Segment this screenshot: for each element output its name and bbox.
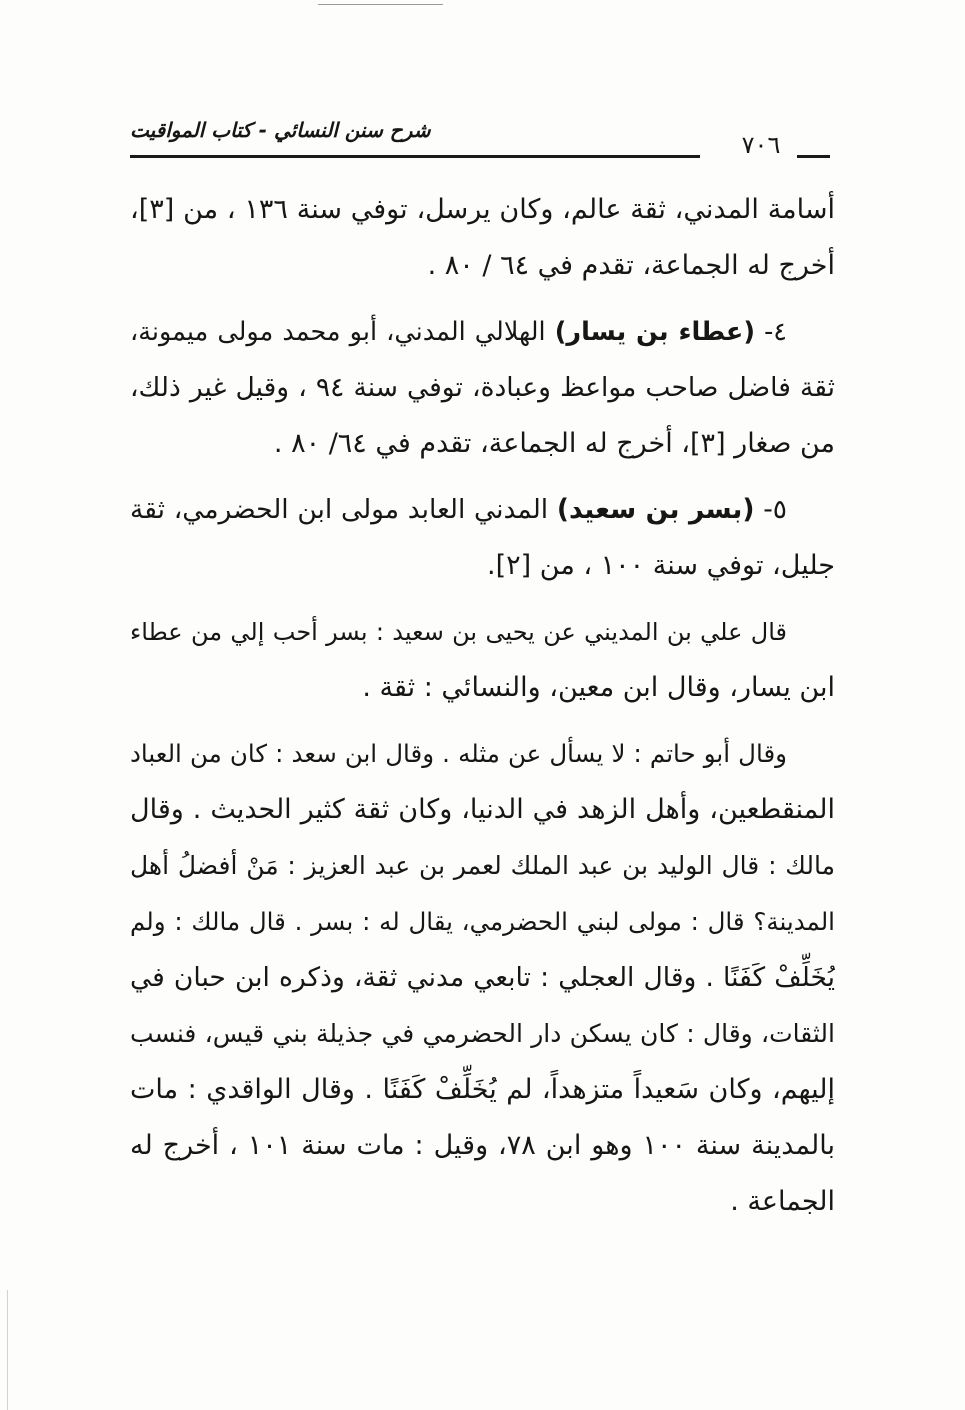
narrator-name: (بسر بن سعيد) (556, 494, 755, 525)
text-line: أسامة المدني، ثقة عالم، وكان يرسل، توفي سنة ١٣٦ ، من [٣]، (130, 194, 835, 225)
scan-edge-line (7, 1290, 8, 1410)
text-line: جليل، توفي سنة ١٠٠ ، من [٢]. (487, 550, 835, 581)
entry-number: ٤- (754, 317, 787, 347)
text-line: الجماعة . (730, 1186, 835, 1217)
line-text: الهلالي المدني، أبو محمد مولى ميمونة، (130, 317, 555, 347)
page-body (130, 182, 835, 1230)
entry-number: ٥- (754, 494, 787, 525)
header-rule (130, 155, 700, 158)
page-number: ٧٠٦ (741, 131, 781, 159)
text-line: من صغار [٣]، أخرج له الجماعة، تقدم في ٦٤/ ٨٠ . (273, 428, 835, 459)
text-line (130, 304, 835, 360)
text-line: المنقطعين، وأهل الزهد في الدنيا، وكان ثقة كثير الحديث . وقال (130, 794, 835, 825)
text-line: ابن يسار، وقال ابن معين، والنسائي : ثقة . (362, 672, 835, 703)
text-line: قال علي بن المديني عن يحيى بن سعيد : بسر أحب إلي من عطاء (130, 618, 787, 646)
paragraph (130, 604, 835, 716)
paragraph (130, 182, 835, 294)
top-divider (318, 4, 443, 5)
paragraph (130, 304, 835, 472)
text-line: أخرج له الجماعة، تقدم في ٦٤ / ٨٠ . (427, 250, 835, 281)
paragraph (130, 482, 835, 594)
text-line: بالمدينة سنة ١٠٠ وهو ابن ٧٨، وقيل : مات سنة ١٠١ ، أخرج له (130, 1130, 835, 1161)
narrator-name: (عطاء بن يسار) (554, 317, 755, 347)
text-line (130, 482, 835, 538)
text-line: مالك : قال الوليد بن عبد الملك لعمر بن عبد العزيز : مَنْ أفضلُ أهل (130, 851, 835, 880)
text-line: يُخَلِّفْ كَفَنًا . وقال العجلي : تابعي مدني ثقة، وذكره ابن حبان في (130, 962, 835, 993)
running-header-title: شرح سنن النسائي - كتاب المواقيت (130, 118, 431, 142)
text-line: إليهم، وكان سَعيداً متزهداً، لم يُخَلِّفْ كَفَنًا . وقال الواقدي : مات (130, 1074, 835, 1105)
text-line: المدينة؟ قال : مولى لبني الحضرمي، يقال له : بسر . قال مالك : ولم (130, 907, 835, 936)
line-text: المدني العابد مولى ابن الحضرمي، ثقة (130, 494, 557, 525)
page-number-dash (797, 155, 830, 158)
text-line: ثقة فاضل صاحب مواعظ وعبادة، توفي سنة ٩٤ ، وقيل غير ذلك، (130, 372, 835, 403)
paragraph (130, 726, 835, 1230)
text-line: وقال أبو حاتم : لا يسأل عن مثله . وقال ابن سعد : كان من العباد (130, 739, 787, 768)
text-line: الثقات، وقال : كان يسكن دار الحضرمي في جذيلة بني قيس، فنسب (130, 1019, 835, 1048)
